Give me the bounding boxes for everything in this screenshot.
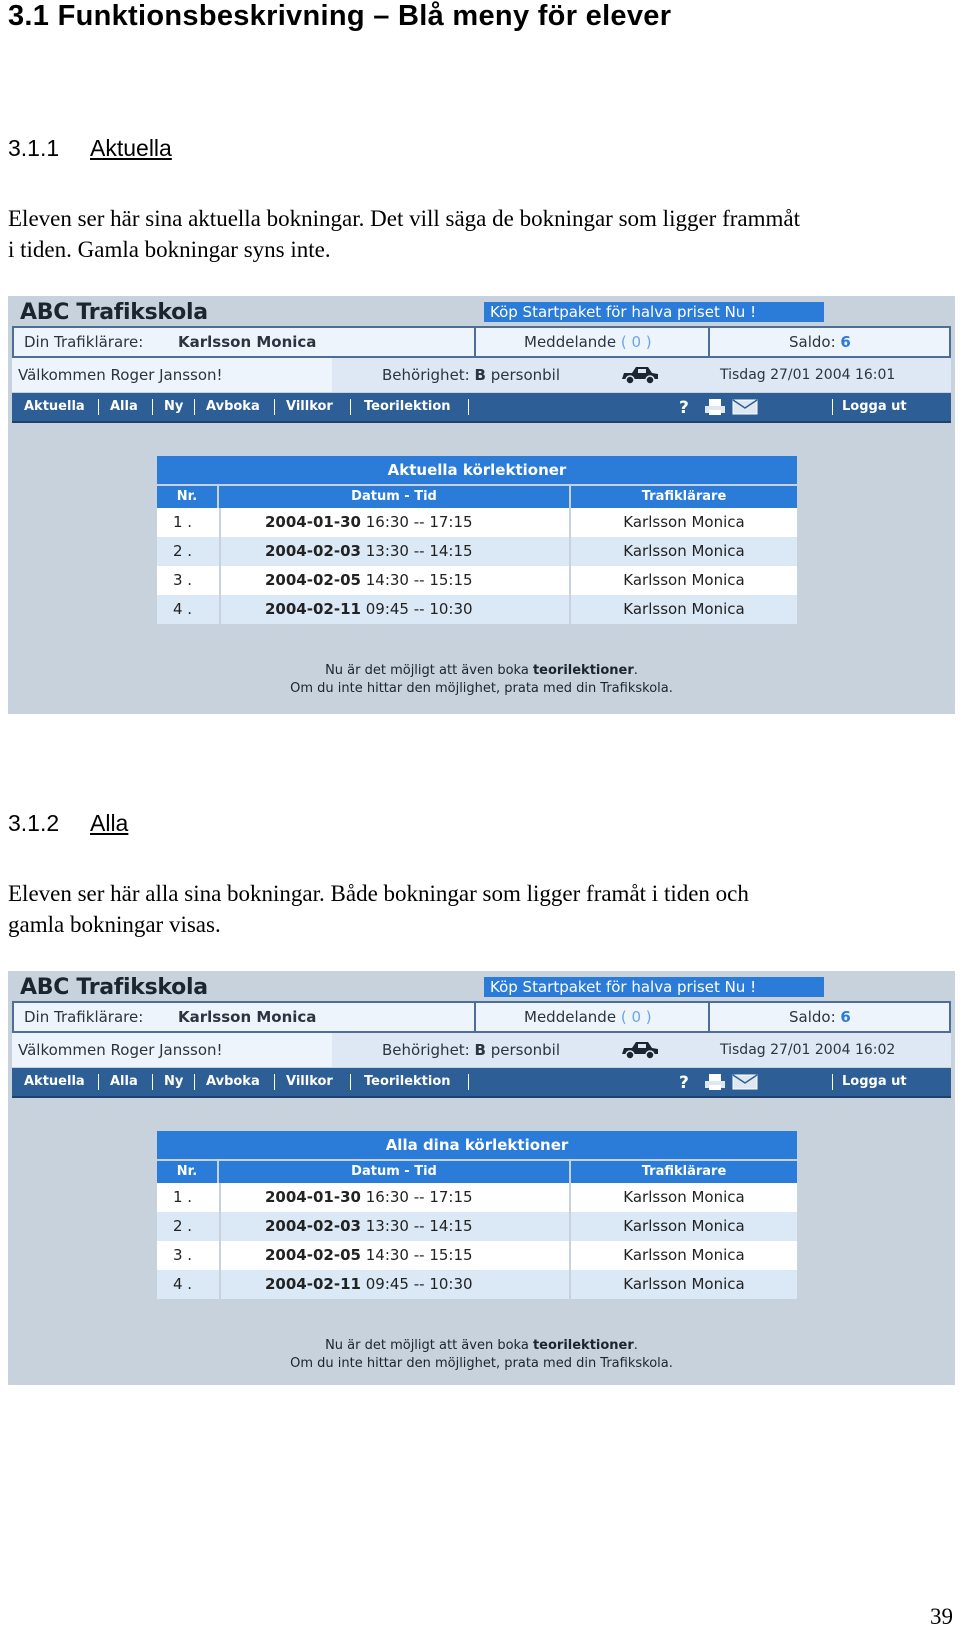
teori-link[interactable]: teorilektioner <box>532 663 634 678</box>
message-label: Meddelande <box>524 1008 617 1026</box>
nav-separator <box>98 399 99 415</box>
nav-separator <box>194 1074 195 1090</box>
logout-link[interactable]: Logga ut <box>842 1074 907 1089</box>
print-icon[interactable] <box>704 398 726 416</box>
balance-value: 6 <box>840 1008 851 1026</box>
teacher-label: Din Trafiklärare: <box>24 1008 144 1026</box>
row-nr: 3 . <box>173 1246 193 1264</box>
help-icon[interactable] <box>678 397 692 417</box>
nav-separator <box>350 399 351 415</box>
row-datetime <box>219 1270 571 1299</box>
paragraph-line: gamla bokningar visas. <box>8 912 221 937</box>
balance <box>789 1003 851 1031</box>
row-date: 2004-02-05 <box>265 571 361 589</box>
message-link[interactable] <box>524 328 652 356</box>
nav-separator <box>152 399 153 415</box>
nav-villkor[interactable]: Villkor <box>286 1074 333 1089</box>
note-text: Nu är det möjligt att även boka <box>325 663 533 678</box>
note-text: Nu är det möjligt att även boka <box>325 1338 533 1353</box>
welcome-text: Välkommen Roger Jansson! <box>18 1041 223 1059</box>
row-datetime <box>219 537 571 566</box>
row-date: 2004-02-03 <box>265 1217 361 1235</box>
table-row <box>157 1183 797 1212</box>
table-row <box>157 537 797 566</box>
app-title: ABC Trafikskola <box>20 300 208 325</box>
datetime: Tisdag 27/01 2004 16:01 <box>720 367 896 383</box>
row-nr: 4 . <box>173 1275 193 1293</box>
section-number: 3.1.2 <box>8 810 60 836</box>
balance-value: 6 <box>840 333 851 351</box>
table-row <box>157 1241 797 1270</box>
row-time: 16:30 -- 17:15 <box>365 1188 473 1206</box>
info-bar <box>12 1001 951 1033</box>
promo-banner[interactable]: Köp Startpaket för halva priset Nu ! <box>484 977 824 997</box>
section-heading-aktuella <box>8 135 172 162</box>
message-link[interactable] <box>524 1003 652 1031</box>
mail-icon[interactable] <box>732 1074 758 1090</box>
nav-separator <box>152 1074 153 1090</box>
row-nr: 2 . <box>173 1217 193 1235</box>
col-trafiklarare: Trafiklärare <box>571 1161 797 1183</box>
license-info <box>382 358 560 392</box>
col-datum-tid: Datum - Tid <box>219 486 569 508</box>
license-class: B <box>474 366 486 384</box>
row-teacher: Karlsson Monica <box>623 1188 745 1206</box>
help-icon[interactable] <box>678 1072 692 1092</box>
row-datetime <box>219 1212 571 1241</box>
mail-icon[interactable] <box>732 399 758 415</box>
license-label: Behörighet: <box>382 366 470 384</box>
paragraph-line: Eleven ser här sina aktuella bokningar. Det vill säga de bokningar som ligger frammåt <box>8 206 800 231</box>
row-time: 13:30 -- 14:15 <box>365 1217 473 1235</box>
divider <box>708 1003 710 1031</box>
col-nr: Nr. <box>157 1161 217 1183</box>
svg-text:?: ? <box>679 1073 689 1092</box>
screenshot-alla <box>8 971 955 1385</box>
license-label: Behörighet: <box>382 1041 470 1059</box>
teacher-name: Karlsson Monica <box>178 1008 317 1026</box>
nav-alla[interactable]: Alla <box>110 1074 138 1089</box>
row-teacher: Karlsson Monica <box>623 542 745 560</box>
vehicle-type: personbil <box>490 366 561 384</box>
row-time: 14:30 -- 15:15 <box>365 571 473 589</box>
divider <box>474 1003 476 1031</box>
promo-banner[interactable]: Köp Startpaket för halva priset Nu ! <box>484 302 824 322</box>
table-row <box>157 1270 797 1299</box>
table-header <box>157 486 797 508</box>
screenshot-aktuella <box>8 296 955 714</box>
teori-note-line2: Om du inte hittar den möjlighet, prata med din Trafikskola. <box>290 1356 673 1371</box>
section-paragraph-aktuella <box>8 203 953 265</box>
table-title: Alla dina körlektioner <box>157 1131 797 1159</box>
note-text: . <box>633 1338 638 1353</box>
nav-separator <box>274 399 275 415</box>
row-datetime <box>219 566 571 595</box>
car-icon <box>620 365 660 385</box>
main-nav <box>12 393 951 423</box>
teacher-name: Karlsson Monica <box>178 333 317 351</box>
table-row <box>157 595 797 624</box>
balance-label: Saldo: <box>789 333 836 351</box>
section-title: Alla <box>90 810 129 836</box>
nav-separator <box>350 1074 351 1090</box>
table-row <box>157 1212 797 1241</box>
row-teacher: Karlsson Monica <box>623 600 745 618</box>
page-heading: 3.1 Funktionsbeskrivning – Blå meny för elever <box>8 0 672 32</box>
section-heading-alla <box>8 810 128 837</box>
nav-teorilektion[interactable]: Teorilektion <box>364 399 451 414</box>
teori-note <box>8 662 955 680</box>
row-nr: 1 . <box>173 1188 193 1206</box>
row-nr: 4 . <box>173 600 193 618</box>
col-nr: Nr. <box>157 486 217 508</box>
nav-separator <box>832 399 833 415</box>
note-text: . <box>633 663 638 678</box>
row-time: 09:45 -- 10:30 <box>365 1275 473 1293</box>
app-title: ABC Trafikskola <box>20 975 208 1000</box>
row-teacher: Karlsson Monica <box>623 571 745 589</box>
row-nr: 1 . <box>173 513 193 531</box>
row-nr: 2 . <box>173 542 193 560</box>
logout-link[interactable]: Logga ut <box>842 399 907 414</box>
nav-villkor[interactable]: Villkor <box>286 399 333 414</box>
row-teacher: Karlsson Monica <box>623 1217 745 1235</box>
row-time: 14:30 -- 15:15 <box>365 1246 473 1264</box>
divider <box>708 328 710 356</box>
row-time: 09:45 -- 10:30 <box>365 600 473 618</box>
print-icon[interactable] <box>704 1073 726 1091</box>
row-datetime <box>219 595 571 624</box>
row-date: 2004-01-30 <box>265 513 361 531</box>
teori-note <box>8 1337 955 1355</box>
vehicle-type: personbil <box>490 1041 561 1059</box>
nav-aktuella[interactable]: Aktuella <box>24 399 85 414</box>
nav-separator <box>468 1074 469 1090</box>
svg-text:?: ? <box>679 398 689 417</box>
license-class: B <box>474 1041 486 1059</box>
nav-alla[interactable]: Alla <box>110 399 138 414</box>
message-count: ( 0 ) <box>620 1008 652 1026</box>
table-title: Aktuella körlektioner <box>157 456 797 484</box>
status-bar <box>12 358 951 392</box>
paragraph-line: i tiden. Gamla bokningar syns inte. <box>8 237 331 262</box>
nav-ny[interactable]: Ny <box>164 399 184 414</box>
main-nav <box>12 1068 951 1098</box>
col-datum-tid: Datum - Tid <box>219 1161 569 1183</box>
row-date: 2004-02-03 <box>265 542 361 560</box>
balance <box>789 328 851 356</box>
nav-separator <box>98 1074 99 1090</box>
row-teacher: Karlsson Monica <box>623 1246 745 1264</box>
message-label: Meddelande <box>524 333 617 351</box>
welcome-text: Välkommen Roger Jansson! <box>18 366 223 384</box>
row-nr: 3 . <box>173 571 193 589</box>
teori-note-line2: Om du inte hittar den möjlighet, prata med din Trafikskola. <box>290 681 673 696</box>
section-number: 3.1.1 <box>8 135 60 161</box>
nav-separator <box>274 1074 275 1090</box>
row-date: 2004-02-11 <box>265 600 361 618</box>
status-bar <box>12 1033 951 1067</box>
teacher-label: Din Trafiklärare: <box>24 333 144 351</box>
nav-separator <box>832 1074 833 1090</box>
table-row <box>157 566 797 595</box>
row-date: 2004-01-30 <box>265 1188 361 1206</box>
nav-separator <box>468 399 469 415</box>
row-datetime <box>219 1241 571 1270</box>
nav-avboka[interactable]: Avboka <box>206 1074 260 1089</box>
nav-aktuella[interactable]: Aktuella <box>24 1074 85 1089</box>
row-time: 16:30 -- 17:15 <box>365 513 473 531</box>
nav-separator <box>194 399 195 415</box>
nav-teorilektion[interactable]: Teorilektion <box>364 1074 451 1089</box>
row-date: 2004-02-11 <box>265 1275 361 1293</box>
balance-label: Saldo: <box>789 1008 836 1026</box>
page-number: 39 <box>930 1604 953 1629</box>
row-teacher: Karlsson Monica <box>623 513 745 531</box>
row-datetime <box>219 508 571 537</box>
info-bar <box>12 326 951 358</box>
row-time: 13:30 -- 14:15 <box>365 542 473 560</box>
table-header <box>157 1161 797 1183</box>
row-date: 2004-02-05 <box>265 1246 361 1264</box>
table-row <box>157 508 797 537</box>
teori-link[interactable]: teorilektioner <box>532 1338 634 1353</box>
message-count: ( 0 ) <box>620 333 652 351</box>
section-title: Aktuella <box>90 135 172 161</box>
datetime: Tisdag 27/01 2004 16:02 <box>720 1042 896 1058</box>
row-datetime <box>219 1183 571 1212</box>
divider <box>474 328 476 356</box>
nav-ny[interactable]: Ny <box>164 1074 184 1089</box>
nav-avboka[interactable]: Avboka <box>206 399 260 414</box>
car-icon <box>620 1040 660 1060</box>
paragraph-line: Eleven ser här alla sina bokningar. Både bokningar som ligger framåt i tiden och <box>8 881 749 906</box>
license-info <box>382 1033 560 1067</box>
row-teacher: Karlsson Monica <box>623 1275 745 1293</box>
col-trafiklarare: Trafiklärare <box>571 486 797 508</box>
section-paragraph-alla <box>8 878 953 940</box>
